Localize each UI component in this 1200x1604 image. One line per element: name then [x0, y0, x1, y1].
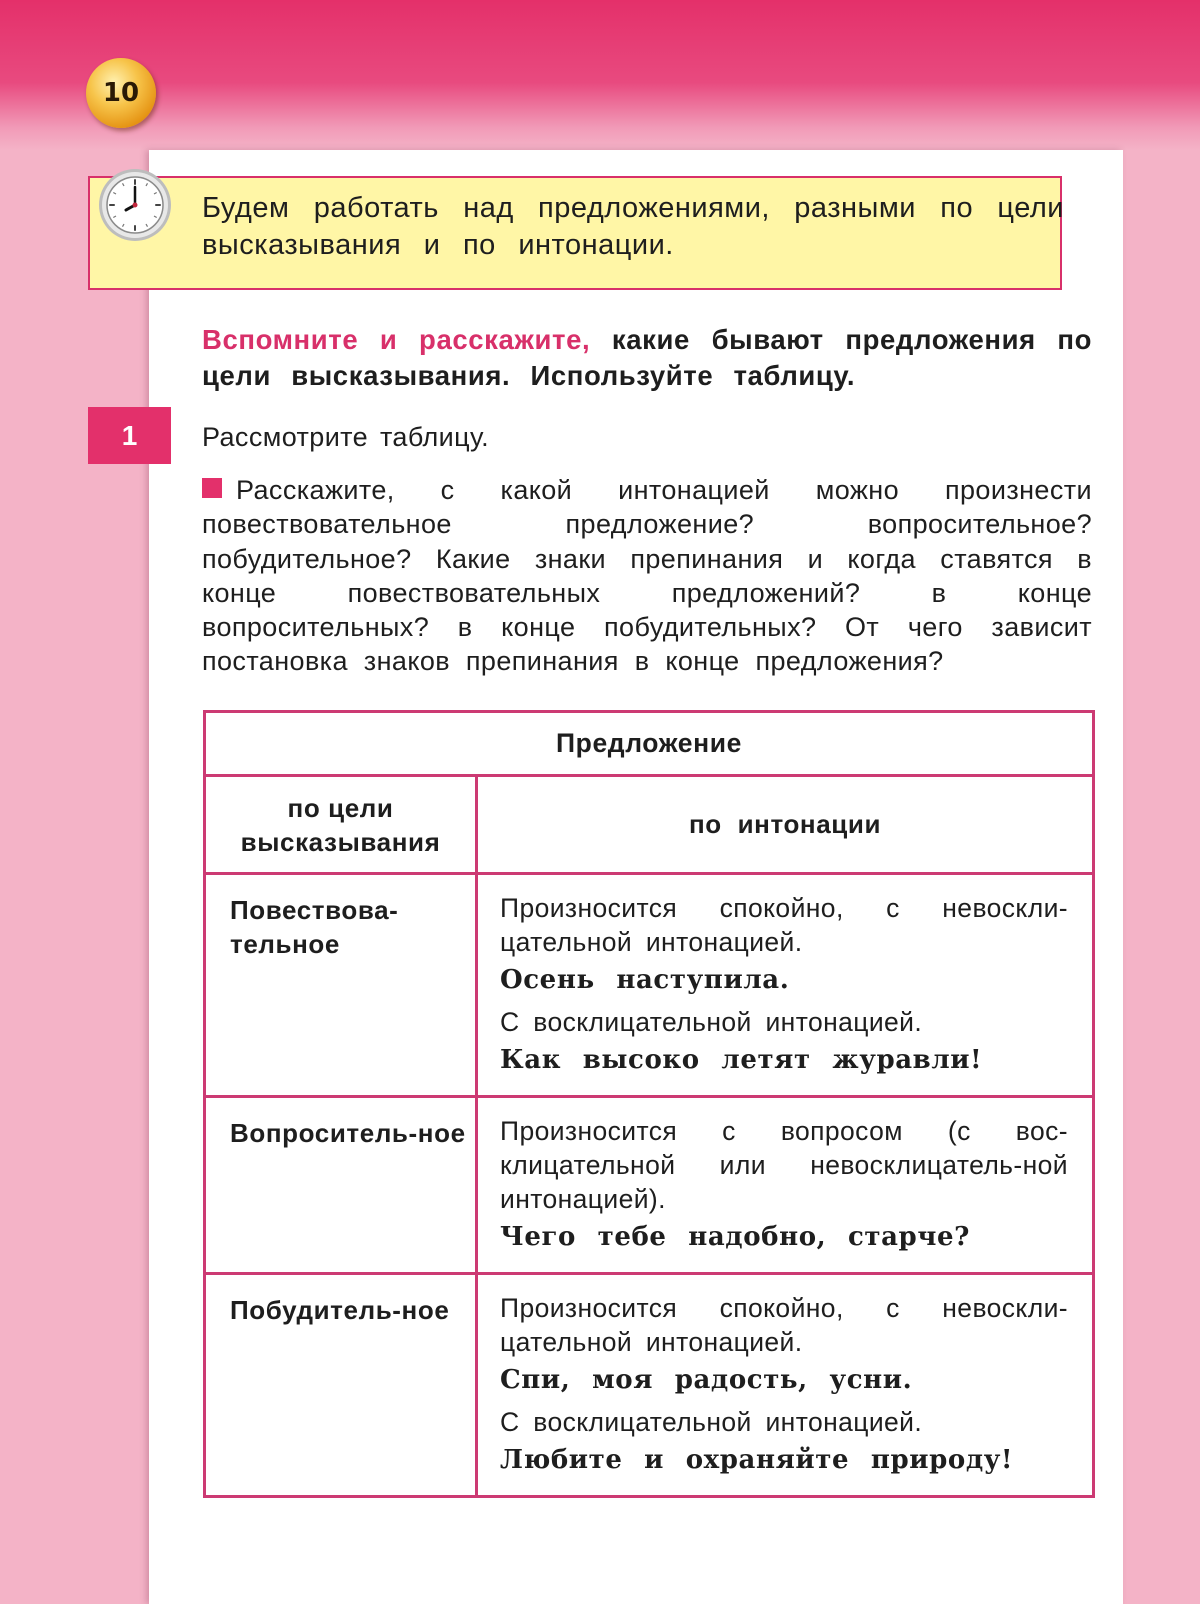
sentence-type: Повествова-тельное: [205, 874, 477, 1097]
square-bullet-icon: [202, 478, 222, 498]
page-number-badge: 10: [86, 58, 156, 128]
sentence-type: Вопроситель-ное: [205, 1097, 477, 1274]
table-header-intonation: по интонации: [477, 776, 1094, 874]
description-text: Произносится спокойно, с невоскли-цательной интонацией.: [500, 893, 1068, 957]
table-header-purpose: по цели высказывания: [205, 776, 477, 874]
example-sentence: Спи, моя радость, усни.: [500, 1365, 913, 1395]
lesson-goal-text: Будем работать над предложениями, разными по цели высказывания и по интонации.: [202, 192, 1064, 261]
intonation-description: [477, 874, 1094, 1097]
table-row: [205, 1274, 1094, 1497]
description-text: Произносится с вопросом (с вос-клицательной или невосклицатель-ной интонацией).: [500, 1116, 1068, 1214]
example-sentence: Осень наступила.: [500, 965, 790, 995]
instruction-rest: какие бывают предложения по цели высказывания. Используйте таблицу.: [202, 324, 1092, 391]
exercise-task-text: Расскажите, с какой интонацией можно произнести повествовательное предложение? вопросительное? побудительное? Какие знаки препинания и когда ставятся в конце повествовательных предложений? в конце вопросительных? в конце побудительных? От чего зависит постановка знаков препинания в конце предложения?: [202, 475, 1092, 677]
description-text: Произносится спокойно, с невоскли-цательной интонацией.: [500, 1293, 1068, 1357]
sentence-types-table: [203, 710, 1095, 1498]
instruction-text: [202, 322, 1092, 394]
example-sentence: Как высоко летят журавли!: [500, 1045, 983, 1075]
exercise-line: Рассмотрите таблицу.: [202, 422, 490, 452]
example-sentence: Любите и охраняйте природу!: [500, 1445, 1014, 1475]
example-sentence: Чего тебе надобно, старче?: [500, 1222, 970, 1252]
sentence-type: Побудитель-ное: [205, 1274, 477, 1497]
instruction-highlight: Вспомните и расскажите,: [202, 324, 591, 355]
clock-icon: [95, 165, 175, 245]
top-header-band: [0, 0, 1200, 150]
exercise-number: 1: [88, 407, 171, 464]
table-row: [205, 1097, 1094, 1274]
exercise-task: [202, 473, 1092, 679]
table-title: Предложение: [205, 712, 1094, 776]
intonation-description: [477, 1097, 1094, 1274]
description-text: С восклицательной интонацией.: [500, 1407, 923, 1437]
table-row: [205, 874, 1094, 1097]
description-text: С восклицательной интонацией.: [500, 1007, 923, 1037]
intonation-description: [477, 1274, 1094, 1497]
